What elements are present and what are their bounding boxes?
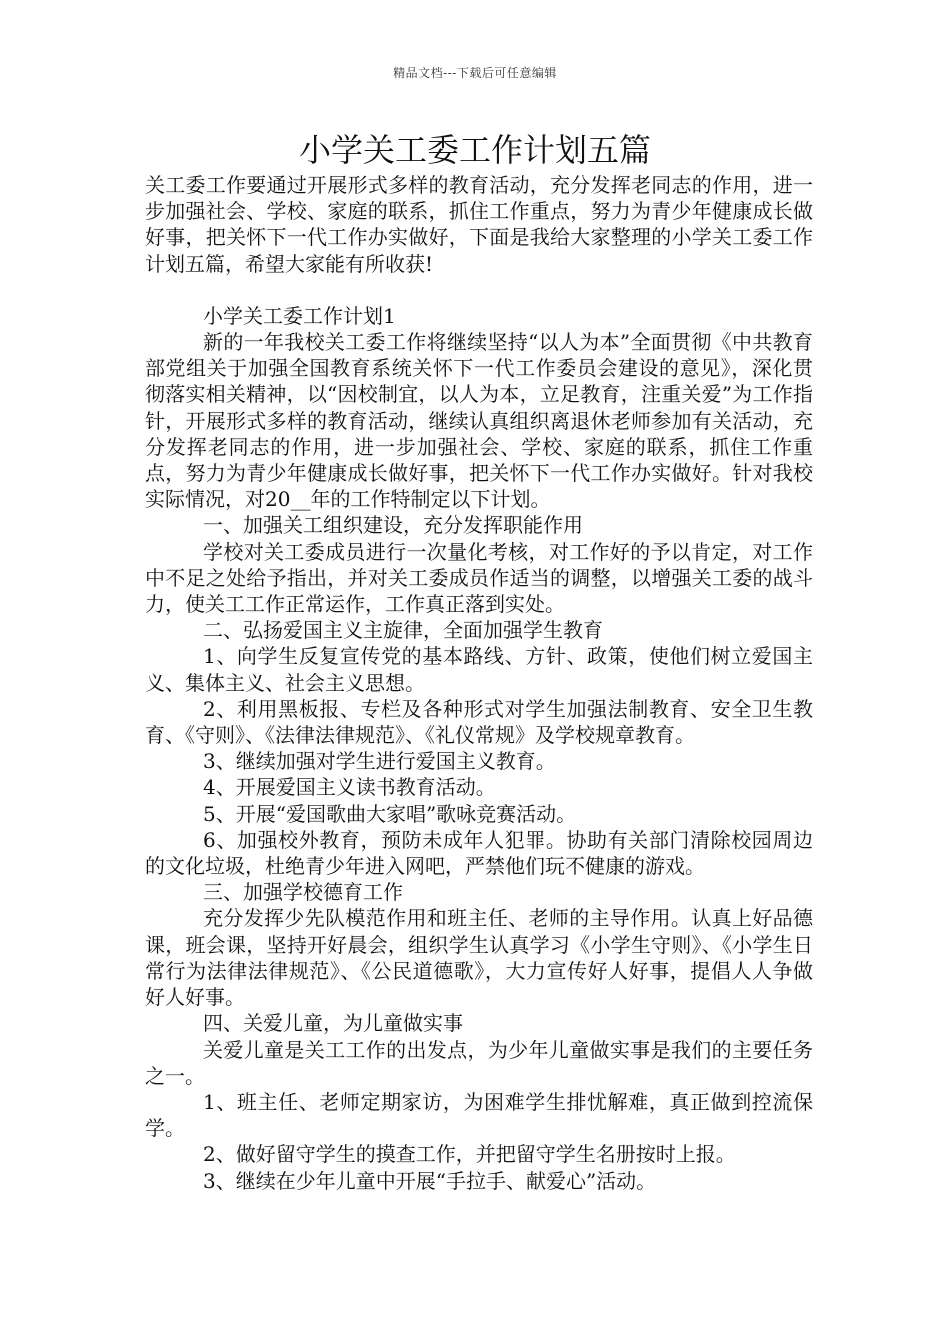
list-item: 3、继续加强对学生进行爱国主义教育。 — [203, 749, 556, 774]
page-header-note: 精品文档---下载后可任意编辑 — [393, 66, 557, 80]
document-body — [145, 172, 813, 1194]
body-paragraph: 学校对关工委成员进行一次量化考核，对工作好的予以肯定，对工作中不足之处给予指出，并对关工委成员作适当的调整，以增强关工委的战斗力，使关工工作正常运作，工作真正落到实处。 — [145, 539, 813, 617]
list-item: 3、继续在少年儿童中开展“手拉手、献爱心”活动。 — [203, 1168, 657, 1193]
body-paragraph: 关爱儿童是关工工作的出发点，为少年儿童做实事是我们的主要任务之一。 — [145, 1037, 813, 1088]
heading-2: 二、弘扬爱国主义主旋律，全面加强学生教育 — [203, 618, 603, 643]
list-item: 1、班主任、老师定期家访，为困难学生排忧解难，真正做到控流保学。 — [145, 1089, 813, 1141]
list-item: 2、利用黑板报、专栏及各种形式对学生加强法制教育、安全卫生教育、《守则》、《法律法律规范》、《礼仪常规》及学校规章教育。 — [145, 696, 813, 748]
heading-3: 三、加强学校德育工作 — [203, 880, 403, 905]
body-paragraph: 新的一年我校关工委工作将继续坚持“以人为本”全面贯彻《中共教育部党组关于加强全国教育系统关怀下一代工作委员会建设的意见》，深化贯彻落实相关精神，以“因校制宜，以人为本，立足教育，注重关爱”为工作指针，开展形式多样的教育活动，继续认真组织离退休老师参加有关活动，充分发挥老同志的作用，进一步加强社会、学校、家庭的联系，抓住工作重点，努力为青少年健康成长做好事，把关怀下一代工作办实做好。针对我校实际情况，对20__年的工作特制定以下计划。 — [145, 330, 813, 512]
list-item: 4、开展爱国主义读书教育活动。 — [203, 775, 496, 800]
list-item: 6、加强校外教育，预防未成年人犯罪。协助有关部门清除校园周边的文化垃圾，杜绝青少年进入网吧，严禁他们玩不健康的游戏。 — [145, 827, 813, 879]
heading-4: 四、关爱儿童，为儿童做实事 — [203, 1011, 463, 1036]
list-item: 2、做好留守学生的摸查工作，并把留守学生名册按时上报。 — [203, 1142, 736, 1167]
list-item: 1、向学生反复宣传党的基本路线、方针、政策，使他们树立爱国主义、集体主义、社会主义思想。 — [145, 644, 813, 695]
intro-paragraph: 关工委工作要通过开展形式多样的教育活动，充分发挥老同志的作用，进一步加强社会、学校、家庭的联系，抓住工作重点，努力为青少年健康成长做好事，把关怀下一代工作办实做好，下面是我给大家整理的小学关工委工作计划五篇，希望大家能有所收获! — [145, 173, 813, 276]
document-title: 小学关工委工作计划五篇 — [298, 131, 651, 169]
list-item: 5、开展“爱国歌曲大家唱”歌咏竞赛活动。 — [203, 801, 577, 826]
heading-1: 一、加强关工组织建设，充分发挥职能作用 — [203, 513, 583, 538]
body-paragraph: 充分发挥少先队模范作用和班主任、老师的主导作用。认真上好品德课，班会课，坚持开好晨会，组织学生认真学习《小学生守则》、《小学生日常行为法律法律规范》、《公民道德歌》，大力宣传好人好事，提倡人人争做好人好事。 — [145, 906, 813, 1010]
section-title: 小学关工委工作计划1 — [203, 303, 396, 328]
paragraph-spacer — [145, 277, 813, 303]
